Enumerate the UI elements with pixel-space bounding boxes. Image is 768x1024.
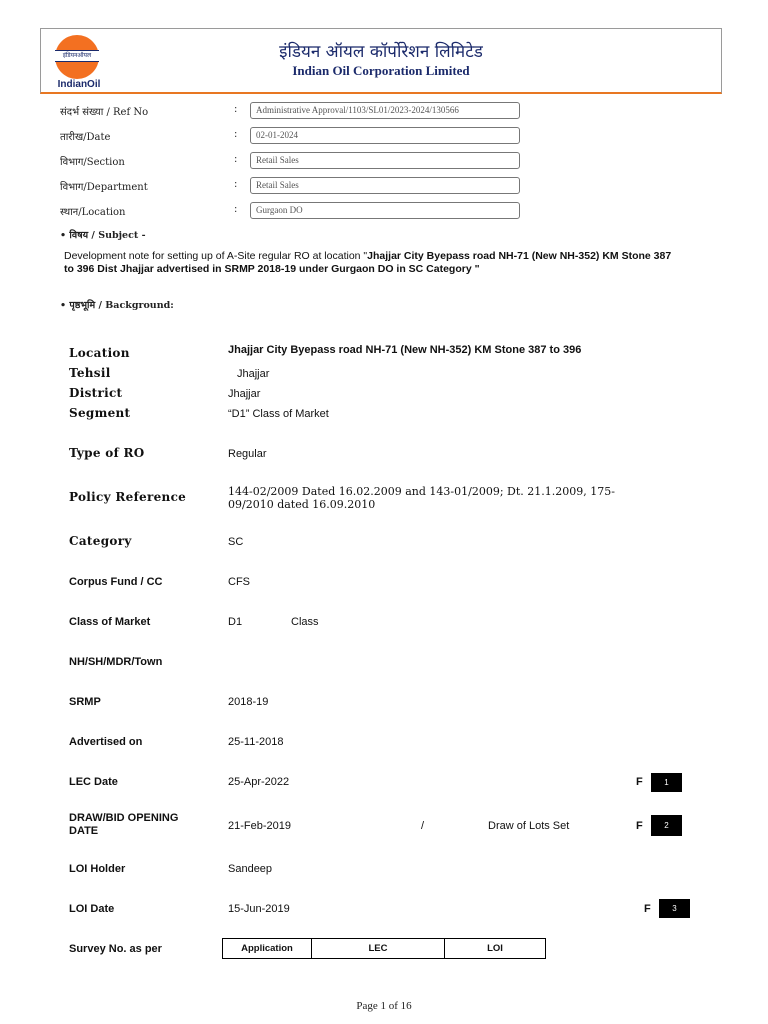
- page-number: Page 1 of 16: [356, 1000, 412, 1012]
- subject-heading: • विषय / Subject -: [60, 230, 146, 241]
- tehsil-label: Tehsil: [69, 366, 111, 380]
- loi-date-flag: F: [644, 903, 651, 915]
- class-of-market-label: Class of Market: [69, 616, 151, 628]
- letterhead: [40, 28, 722, 94]
- type-of-ro-label: Type of RO: [69, 446, 145, 460]
- ref-no-colon: :: [234, 104, 238, 115]
- lec-date-value: 25-Apr-2022: [228, 776, 290, 788]
- policy-reference-line2: 09/2010 dated 16.09.2010: [228, 498, 376, 511]
- location-meta-field: Gurgaon DO: [250, 202, 520, 219]
- date-field: 02-01-2024: [250, 127, 520, 144]
- lec-flag-box: 1: [651, 773, 682, 792]
- class-of-market-value2: Class: [291, 616, 319, 628]
- draw-bid-slash: /: [421, 820, 425, 832]
- location-meta-colon: :: [234, 204, 238, 215]
- category-label: Category: [69, 534, 132, 548]
- section-colon: :: [234, 154, 238, 165]
- department-colon: :: [234, 179, 238, 190]
- date-colon: :: [234, 129, 238, 140]
- draw-bid-flag-box: 2: [651, 815, 682, 836]
- corpus-fund-value: CFS: [228, 576, 250, 588]
- ref-no-field: Administrative Approval/1103/SL01/2023-2024/130566: [250, 102, 520, 119]
- survey-label: Survey No. as per: [69, 943, 162, 955]
- corpus-fund-label: Corpus Fund / CC: [69, 576, 163, 588]
- draw-bid-label-line1: DRAW/BID OPENING: [69, 812, 179, 824]
- policy-reference-label: Policy Reference: [69, 490, 187, 504]
- srmp-label: SRMP: [69, 696, 101, 708]
- survey-table: [222, 938, 546, 959]
- nh-sh-label: NH/SH/MDR/Town: [69, 656, 163, 668]
- logo-band-text: इंडियनऑयल: [55, 50, 99, 62]
- section-label: विभाग/Section: [60, 157, 125, 168]
- tehsil-value: Jhajjar: [237, 368, 270, 380]
- location-label: Location: [69, 346, 130, 360]
- loi-holder-value: Sandeep: [228, 863, 273, 875]
- class-of-market-value: D1: [228, 616, 243, 628]
- survey-col-application: Application: [223, 939, 312, 958]
- draw-bid-label-line2: DATE: [69, 825, 99, 837]
- survey-col-lec: LEC: [312, 939, 445, 958]
- location-meta-label: स्थान/Location: [60, 207, 126, 218]
- category-value: SC: [228, 536, 244, 548]
- lec-flag: F: [636, 776, 643, 788]
- department-field: Retail Sales: [250, 177, 520, 194]
- advertised-on-value: 25-11-2018: [228, 736, 284, 748]
- draw-bid-label: [69, 812, 178, 838]
- type-of-ro-value: Regular: [228, 448, 267, 460]
- location-value: Jhajjar City Byepass road NH-71 (New NH-352) KM Stone 387 to 396: [228, 344, 582, 356]
- segment-value: “D1” Class of Market: [228, 408, 329, 420]
- section-field: Retail Sales: [250, 152, 520, 169]
- district-value: Jhajjar: [228, 388, 261, 400]
- company-title-hindi: इंडियन ऑयल कॉर्पोरेशन लिमिटेड: [279, 42, 483, 62]
- loi-date-value: 15-Jun-2019: [228, 903, 290, 915]
- draw-bid-extra: Draw of Lots Set: [488, 820, 570, 832]
- company-title-english: Indian Oil Corporation Limited: [292, 63, 470, 78]
- date-label: तारीख/Date: [60, 132, 111, 143]
- subject-bold-line1: Jhajjar City Byepass road NH-71 (New NH-352) KM Stone 387: [367, 250, 672, 262]
- background-heading: • पृष्ठभूमि / Background:: [60, 300, 174, 311]
- subject-bold-line2: to 396 Dist Jhajjar advertised in SRMP 2018-19 under Gurgaon DO in SC Category ": [64, 263, 480, 275]
- loi-date-label: LOI Date: [69, 903, 115, 915]
- srmp-value: 2018-19: [228, 696, 269, 708]
- loi-holder-label: LOI Holder: [69, 863, 126, 875]
- lec-date-label: LEC Date: [69, 776, 118, 788]
- logo-wordmark: IndianOil: [57, 79, 101, 90]
- survey-col-loi: LOI: [487, 943, 503, 954]
- district-label: District: [69, 386, 123, 400]
- draw-bid-flag: F: [636, 820, 643, 832]
- subject-prefix: Development note for setting up of A-Site regular RO at location ": [64, 250, 368, 262]
- policy-reference-value: [228, 485, 615, 511]
- ref-no-label: संदर्भ संख्या / Ref No: [60, 107, 149, 118]
- loi-date-flag-box: 3: [659, 899, 690, 918]
- policy-reference-line1: 144-02/2009 Dated 16.02.2009 and 143-01/2009; Dt. 21.1.2009, 175-: [228, 485, 615, 498]
- subject-text: [64, 250, 714, 276]
- department-label: विभाग/Department: [60, 182, 148, 193]
- draw-bid-value: 21-Feb-2019: [228, 820, 291, 832]
- advertised-on-label: Advertised on: [69, 736, 143, 748]
- segment-label: Segment: [69, 406, 131, 420]
